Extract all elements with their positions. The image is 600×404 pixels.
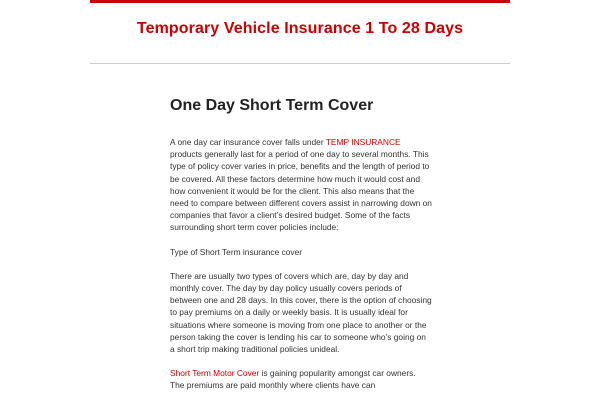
paragraph-text: products generally last for a period of one day to several months. This type of policy cover varies in price, benefits and the length of period to be covered. All these factors determine how much it would cost and how convenient it would be for the client. This also means that the need to compare between different covers assist in narrowing down on companies that favor a client’s desired budget. Some of the facts surrounding short term cover policies include: [170,149,432,233]
post-paragraph-3: There are usually two types of covers which are, day by day and monthly cover. The day by day policy usually covers periods of between one and 28 days. In this cover, there is the option of choosing to pay premiums on a daily or weekly basis. It is usually ideal for situations where someone is moving from one place to another or the person taking the cover is lending his car to someone who’s going on a short trip making traditional policies unideal. [170,270,432,355]
post-paragraph-2: Type of Short Term insurance cover [170,246,303,257]
short-term-motor-cover-link[interactable]: Short Term Motor Cover [170,368,260,379]
paragraph-text: A one day car insurance cover falls under [170,137,326,147]
paragraph-text: is gaining popularity amongst car owners. The premiums are paid monthly where clients have can [170,368,416,391]
post-title: One Day Short Term Cover [170,97,374,114]
top-accent-bar [90,0,510,3]
post-paragraph-1 [170,136,432,234]
header-divider [90,63,510,64]
site-title-link[interactable]: Temporary Vehicle Insurance 1 To 28 Days [136,20,464,37]
post-article [170,96,432,404]
temp-insurance-link[interactable]: TEMP INSURANCE [325,137,401,147]
post-paragraph-4 [170,367,432,391]
